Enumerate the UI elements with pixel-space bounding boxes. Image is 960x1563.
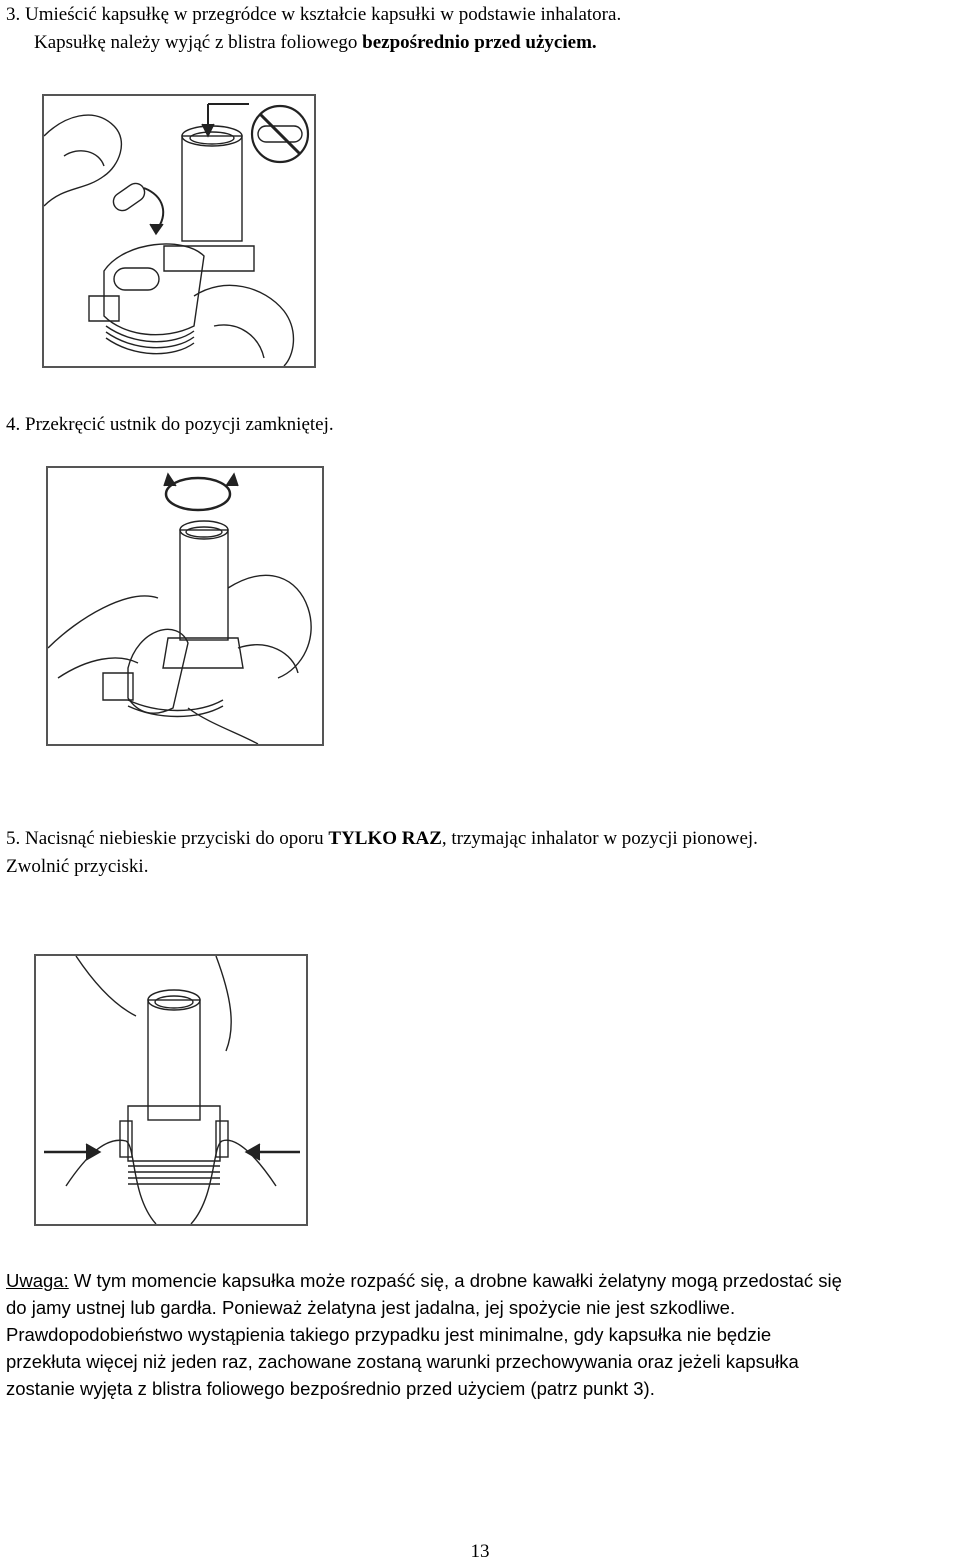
note-label: Uwaga: xyxy=(6,1270,69,1291)
step3-line2 xyxy=(34,32,597,54)
step5-line1-text: 5. Nacisnąć niebieskie przyciski do oporu xyxy=(6,828,329,849)
press-buttons-illustration xyxy=(36,956,306,1224)
hand-outline-left xyxy=(44,115,121,206)
step5-line2: Zwolnić przyciski. xyxy=(6,856,149,877)
page-number: 13 xyxy=(470,1541,490,1562)
note-line5: zostanie wyjęta z blistra foliowego bezpośrednio przed użyciem (patrz punkt 3). xyxy=(6,1378,655,1399)
figure-close-mouthpiece xyxy=(46,466,324,746)
step3-line2-text: Kapsułkę należy wyjąć z blistra foliowego xyxy=(34,32,363,53)
note-line4: przekłuta więcej niż jeden raz, zachowane zostaną warunki przechowywania oraz jeżeli kapsułka xyxy=(6,1351,799,1372)
insert-capsule-illustration xyxy=(44,96,314,366)
step5-line1 xyxy=(6,828,758,850)
close-mouthpiece-illustration xyxy=(48,468,322,744)
figure-insert-capsule xyxy=(42,94,316,368)
step3-line1: 3. Umieścić kapsułkę w przegródce w kształcie kapsułki w podstawie inhalatora. xyxy=(6,4,622,25)
note-line1-text: W tym momencie kapsułka może rozpaść się, a drobne kawałki żelatyny mogą przedostać się xyxy=(68,1270,842,1291)
figure-press-buttons xyxy=(34,954,308,1226)
note-line3: Prawdopodobieństwo wystąpienia takiego przypadku jest minimalne, gdy kapsułka nie będzie xyxy=(6,1324,772,1345)
note-line2: do jamy ustnej lub gardła. Ponieważ żelatyna jest jadalna, jej spożycie nie jest szkodliwe. xyxy=(6,1297,736,1318)
rotate-arrow-icon xyxy=(166,478,230,510)
note-line1 xyxy=(6,1270,842,1292)
step3-line2-emphasis: bezpośrednio przed użyciem. xyxy=(362,32,597,53)
step5-line1-emphasis: TYLKO RAZ xyxy=(328,828,442,849)
step4-line1: 4. Przekręcić ustnik do pozycji zamkniętej. xyxy=(6,414,334,435)
step5-line1-suffix: , trzymając inhalator w pozycji pionowej. xyxy=(441,828,758,849)
capsule-shape xyxy=(110,180,148,214)
